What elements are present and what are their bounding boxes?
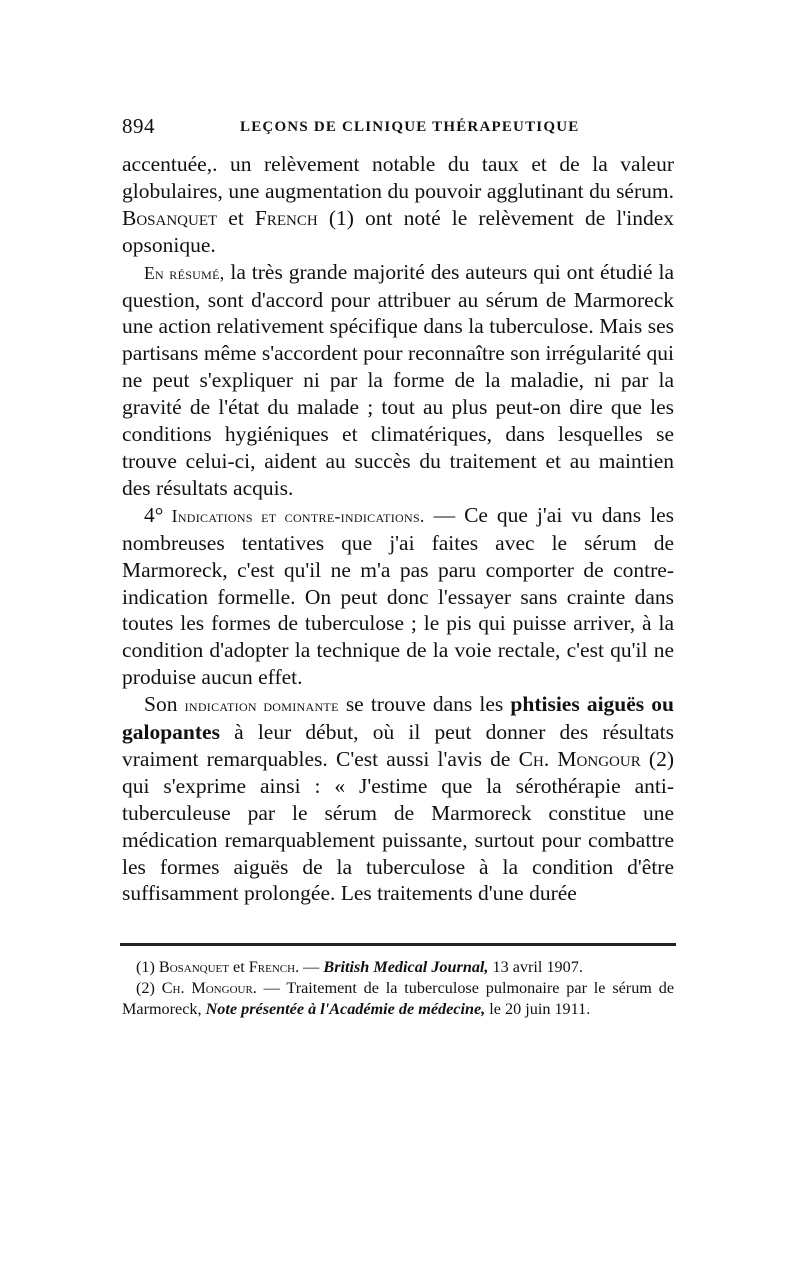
paragraph-1-text: accentuée,. un relèvement notable du taux et de la valeur globulaires, une augmentation du pouvoir agglutinant du sérum. [122,152,674,203]
footnote-number: (1) [136,958,159,976]
footnote-1 [122,957,674,978]
page-number: 894 [122,114,155,138]
author-name: French [254,205,318,230]
footnote-text: . — Traitement de la tuberculose pulmonaire par le sérum de Marmoreck, [122,979,674,1019]
paragraph-1 [122,151,674,259]
footnote-date: le 20 juin 1911. [485,1000,591,1019]
paragraph-4-end: (2) qui s'exprime ainsi : « J'estime que la sérothérapie anti-tuberculeuse par le sérum de Marmoreck constitue une médication remarquablement puissante, surtout pour combattre les formes aiguës de la tuberculose à la condition d'être suffisamment prolongée. Les traitements d'une durée [122,746,674,906]
section-number: 4° [144,502,164,527]
section-heading: Indications et contre-indications. [163,505,425,526]
paragraph-4-text: à leur début, où il peut donner des résultats vraiment remarquables. C'est aussi l'avis de [122,720,674,771]
footnote-number: (2) [136,979,162,998]
footnote-2 [122,978,674,1020]
bold-term: phtisies aiguës ou galopantes [122,692,674,745]
paragraph-2-lead: En résumé, [144,262,225,283]
paragraph-4-start: Son [144,692,185,717]
connector-text: et [217,205,255,230]
paragraph-3-text: — Ce que j'ai vu dans les nombreuses tentatives que j'ai faites avec le sérum de Marmoreck, c'est qu'il ne m'a pas paru comporter de contre-indication formelle. On peut donc l'essayer sans crainte dans toutes les formes de tuberculose ; le pis qui puisse arriver, à la condition d'adopter la technique de la voie rectale, c'est qu'il ne produise aucun effet. [122,502,674,690]
footnote-rule [120,943,676,946]
footnote-dash: . — [295,958,324,976]
footnote-author: Ch. Mongour [161,979,253,998]
footnote-date: 13 avril 1907. [488,958,583,976]
running-head [122,113,678,139]
paragraph-4 [122,691,674,907]
paragraph-2 [122,259,674,502]
paragraph-4-mid: se trouve dans les [338,692,511,717]
footnote-journal: British Medical Journal, [323,958,489,976]
footnote-author: French [248,958,296,976]
footnote-connector: et [229,958,249,976]
paragraph-2-text: la très grande majorité des auteurs qui ont étudié la question, sont d'accord pour attribuer au sérum de Marmoreck une action relativement spécifique dans la tuberculose. Mais ses partisans même s'accordent pour reconnaître son irrégularité qui ne peut s'expliquer ni par la forme de la maladie, ni par la gravité de l'état du malade ; tout au plus peut-on dire que les conditions hygiéniques et climatériques, dans lesquelles se trouve celui-ci, aident au succès du traitement et au maintien des résultats acquis. [122,259,675,500]
footnotes [122,957,674,1021]
body-text [122,151,674,907]
footnote-author: Bosanquet [158,958,229,976]
footnote-title: Note présentée à l'Académie de médecine, [205,1000,486,1019]
author-name: Ch. Mongour [518,746,641,771]
paragraph-3 [122,502,674,691]
indication-term: indication dominante [184,695,339,716]
paragraph-1-end: (1) ont noté le relèvement de l'index opsonique. [122,205,674,257]
author-name: Bosanquet [122,205,218,230]
running-title: LEÇONS DE CLINIQUE THÉRAPEUTIQUE [240,119,580,135]
